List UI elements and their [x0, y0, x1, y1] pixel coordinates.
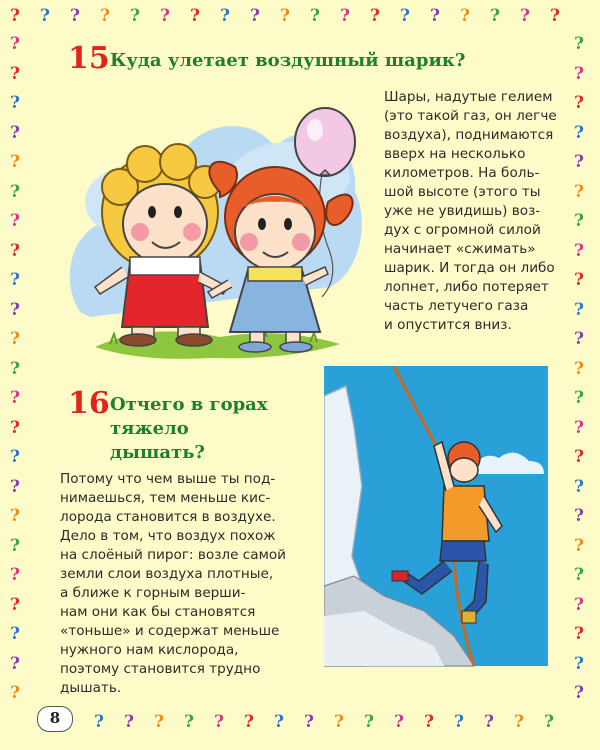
question-mark-icon: ? [10, 329, 20, 349]
question-mark-icon: ? [574, 535, 584, 556]
section-16-number: 16 [68, 386, 110, 421]
question-mark-icon: ? [10, 93, 20, 113]
question-mark-icon: ? [94, 712, 104, 732]
question-mark-icon: ? [364, 712, 374, 732]
section-15-body: Шары, надутые гелием (это такой газ, он легче воздуха), поднимаются вверх на несколько километров. На боль- шой высоте (этого ты уже не увидишь) воз- дух с огромной силой начинает «сжимать» шарик. И тогда он либо лопнет, либо потеряет часть летучего газа и опустится вниз. [384, 89, 557, 333]
question-mark-icon: ? [574, 476, 584, 497]
page-number: 8 [37, 706, 73, 732]
question-mark-icon: ? [334, 712, 344, 732]
question-mark-icon: ? [340, 6, 350, 26]
question-mark-icon: ? [10, 122, 20, 143]
question-mark-icon: ? [574, 447, 584, 467]
question-mark-icon: ? [70, 6, 80, 26]
question-mark-icon: ? [424, 712, 434, 732]
question-mark-icon: ? [400, 6, 410, 26]
question-mark-icon: ? [574, 152, 584, 172]
question-mark-icon: ? [10, 506, 20, 526]
question-mark-icon: ? [454, 712, 464, 732]
question-mark-icon: ? [574, 417, 584, 438]
question-mark-icon: ? [244, 712, 254, 732]
question-mark-icon: ? [574, 358, 584, 379]
question-mark-icon: ? [574, 624, 584, 644]
question-mark-icon: ? [10, 211, 20, 231]
section-16-title [110, 393, 268, 465]
question-mark-icon: ? [160, 6, 170, 26]
question-mark-icon: ? [484, 712, 494, 732]
question-mark-icon: ? [574, 181, 584, 202]
question-mark-icon: ? [10, 152, 20, 172]
question-mark-icon: ? [10, 447, 20, 467]
question-mark-icon: ? [520, 6, 530, 26]
question-mark-icon: ? [574, 211, 584, 231]
climber-illustration [324, 366, 548, 682]
question-mark-icon: ? [40, 6, 50, 26]
question-mark-icon: ? [574, 34, 584, 54]
question-mark-icon: ? [430, 6, 440, 26]
question-mark-icon: ? [10, 624, 20, 644]
question-mark-icon: ? [574, 565, 584, 585]
section-16-title-line-2: тяжело [110, 418, 189, 439]
question-mark-icon: ? [10, 653, 20, 674]
question-mark-icon: ? [514, 712, 524, 732]
question-mark-icon: ? [10, 34, 20, 54]
question-mark-icon: ? [10, 299, 20, 320]
question-mark-icon: ? [274, 712, 284, 732]
question-mark-icon: ? [10, 358, 20, 379]
question-mark-icon: ? [220, 6, 230, 26]
question-mark-icon: ? [574, 329, 584, 349]
question-mark-icon: ? [10, 240, 20, 261]
question-mark-icon: ? [490, 6, 500, 26]
question-mark-icon: ? [130, 6, 140, 26]
question-mark-icon: ? [574, 93, 584, 113]
question-mark-icon: ? [574, 653, 584, 674]
question-mark-icon: ? [574, 506, 584, 526]
section-15-title: Куда улетает воздушный шарик? [110, 50, 466, 71]
section-15-number: 15 [68, 41, 110, 76]
question-mark-icon: ? [214, 712, 224, 732]
section-16-title-line-1: Отчего в горах [110, 394, 268, 415]
question-mark-icon: ? [10, 594, 20, 615]
question-mark-icon: ? [10, 535, 20, 556]
question-mark-icon: ? [574, 299, 584, 320]
question-mark-icon: ? [310, 6, 320, 26]
question-mark-icon: ? [10, 476, 20, 497]
question-mark-icon: ? [10, 270, 20, 290]
question-mark-icon: ? [394, 712, 404, 732]
question-mark-icon: ? [304, 712, 314, 732]
question-mark-icon: ? [574, 122, 584, 143]
question-mark-icon: ? [574, 270, 584, 290]
question-mark-icon: ? [100, 6, 110, 26]
question-mark-icon: ? [10, 683, 20, 703]
kids-balloon-illustration [60, 82, 370, 364]
section-16-title-line-3: дышать? [110, 442, 205, 463]
question-mark-icon: ? [10, 181, 20, 202]
question-mark-icon: ? [124, 712, 134, 732]
question-mark-icon: ? [184, 712, 194, 732]
question-mark-icon: ? [460, 6, 470, 26]
question-mark-icon: ? [10, 63, 20, 84]
question-mark-icon: ? [574, 388, 584, 408]
question-mark-icon: ? [10, 417, 20, 438]
question-mark-icon: ? [10, 565, 20, 585]
question-mark-icon: ? [280, 6, 290, 26]
question-mark-icon: ? [574, 594, 584, 615]
section-16-body: Потому что чем выше ты под- нимаешься, тем меньше кис- лорода становится в воздухе. Дело в том, что воздух похож на слоёный пирог: возле самой земли слои воздуха плотные, а ближе к горным верши- нам они как бы становятся «тоньше» и содержат меньше нужного нам кислорода, поэтому становится трудно дышать. [60, 471, 287, 696]
question-mark-icon: ? [544, 712, 554, 732]
question-mark-icon: ? [574, 63, 584, 84]
question-mark-icon: ? [154, 712, 164, 732]
question-mark-icon: ? [574, 683, 584, 703]
question-mark-icon: ? [10, 6, 20, 26]
question-mark-icon: ? [550, 6, 560, 26]
question-mark-icon: ? [190, 6, 200, 26]
question-mark-icon: ? [370, 6, 380, 26]
question-mark-icon: ? [10, 388, 20, 408]
question-mark-icon: ? [250, 6, 260, 26]
question-mark-icon: ? [574, 240, 584, 261]
